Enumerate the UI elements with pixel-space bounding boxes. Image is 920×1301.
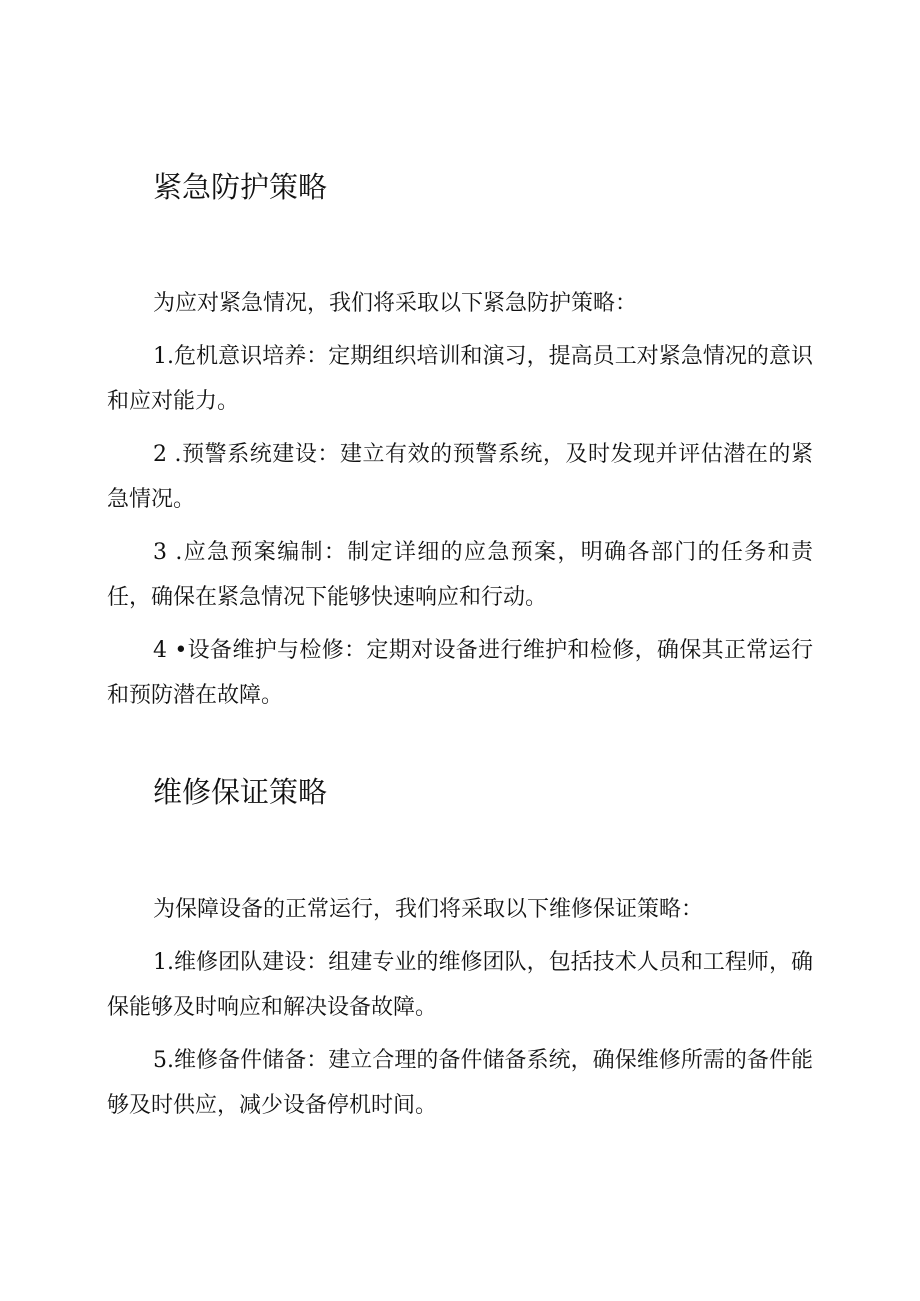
section-heading: 维修保证策略 (153, 775, 328, 809)
list-item: 2 .预警系统建设：建立有效的预警系统，及时发现并评估潜在的紧急情况。 (107, 442, 813, 512)
section-emergency-protection (107, 167, 813, 718)
list-item: 1.危机意识培养：定期组织培训和演习，提高员工对紧急情况的意识和应对能力。 (107, 344, 813, 414)
section-maintenance-guarantee (107, 772, 813, 1128)
list-item: 1.维修团队建设：组建专业的维修团队，包括技术人员和工程师，确保能够及时响应和解决设备故障。 (107, 950, 813, 1020)
section-intro: 为应对紧急情况，我们将采取以下紧急防护策略： (153, 291, 638, 316)
section-intro: 为保障设备的正常运行，我们将采取以下维修保证策略： (153, 897, 704, 922)
list-item: 4 •设备维护与检修：定期对设备进行维护和检修，确保其正常运行和预防潜在故障。 (107, 638, 813, 708)
list-item: 5.维修备件储备：建立合理的备件储备系统，确保维修所需的备件能够及时供应，减少设备停机时间。 (107, 1048, 813, 1118)
list-item: 3 .应急预案编制：制定详细的应急预案，明确各部门的任务和责任，确保在紧急情况下能够快速响应和行动。 (107, 540, 813, 610)
section-heading: 紧急防护策略 (153, 170, 328, 204)
